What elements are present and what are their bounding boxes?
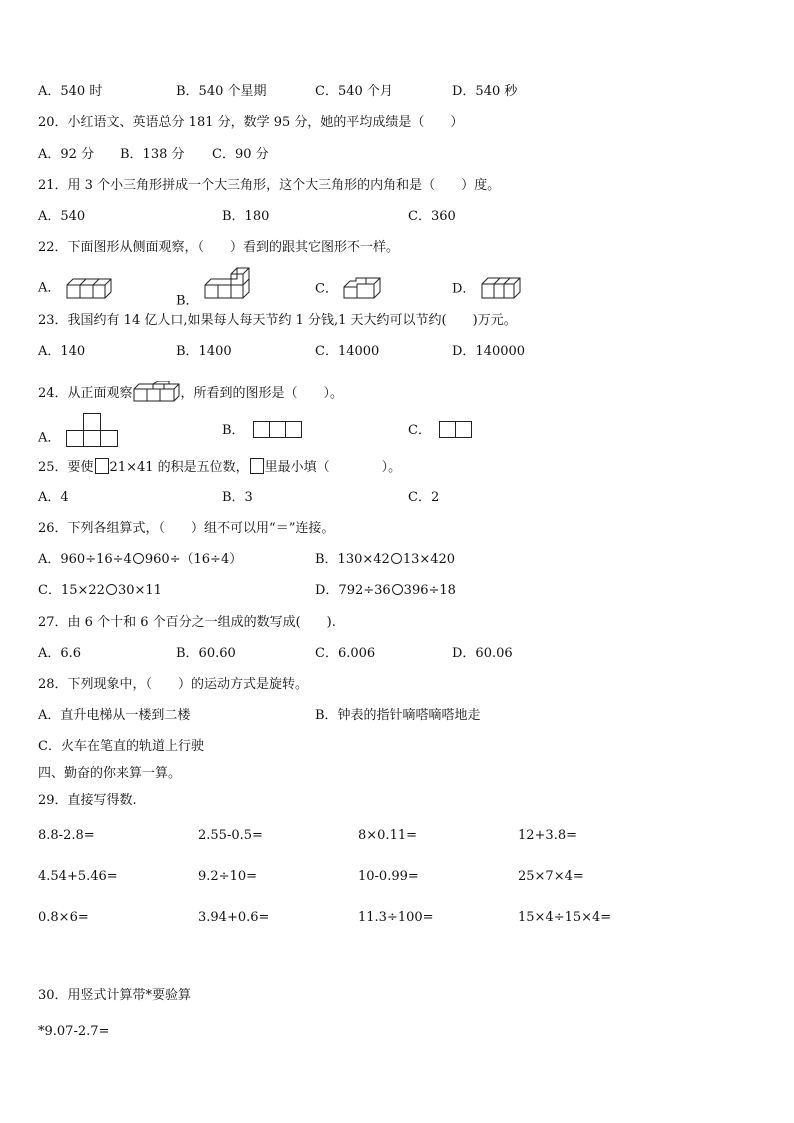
q28-option-b: B．钟表的指针嘀嗒嘀嗒地走 <box>315 708 481 723</box>
q24-option-c <box>408 421 472 439</box>
q23-option-a: A．140 <box>38 344 86 359</box>
q26-option-c-right: 30×11 <box>117 583 162 598</box>
q21-option-c: C．360 <box>408 209 456 224</box>
q29-item: 10-0.99= <box>358 869 419 884</box>
cube-figure-b <box>203 266 253 300</box>
q26-option-d-right: 396÷18 <box>403 583 456 598</box>
q24-stem-post: ，所看到的图形是（ ）。 <box>180 386 344 401</box>
front-view-figure-b <box>254 423 302 438</box>
blank-box <box>250 458 264 474</box>
q27-option-b: B．60.60 <box>176 646 236 661</box>
q19-option-b: B．540 个星期 <box>176 84 267 99</box>
q24-option-b <box>222 421 302 439</box>
q26-option-d-left: D．792÷36 <box>315 583 391 598</box>
square-cell <box>269 421 286 438</box>
q23-stem: 23．我国约有 14 亿人口,如果每人每天节约 1 分钱,1 天大约可以节约( )万元。 <box>38 313 517 328</box>
q29-item: 0.8×6= <box>38 910 89 925</box>
q25-option-c: C．2 <box>408 490 440 505</box>
q21-stem: 21．用 3 个小三角形拼成一个大三角形，这个大三角形的内角和是（ ）度。 <box>38 178 501 193</box>
q22-option-d <box>452 276 524 302</box>
q26-option-a <box>38 552 242 568</box>
q24-cube-figure <box>133 381 181 403</box>
q22-option-d-label: D． <box>452 281 476 297</box>
q29-item: 15×4÷15×4= <box>518 910 612 925</box>
q22-stem: 22．下面图形从侧面观察，（ ）看到的跟其它图形不一样。 <box>38 240 400 255</box>
q22-option-a-label: A． <box>38 280 61 296</box>
q24-option-c-label: C． <box>408 423 431 438</box>
front-view-figure-a <box>65 412 119 448</box>
q28-option-c: C．火车在笔直的轨道上行驶 <box>38 739 204 754</box>
q25-stem-pre: 25．要使 <box>38 460 94 475</box>
q23-option-c: C．14000 <box>315 344 380 359</box>
front-view-figure-c <box>440 423 472 438</box>
q25-stem-post: 里最小填（ ）。 <box>264 460 402 475</box>
q20-option-b: B．138 分 <box>120 147 185 162</box>
q26-option-b <box>315 552 455 568</box>
compare-circle <box>133 553 144 564</box>
q24-option-a-label: A． <box>38 430 61 446</box>
compare-circle <box>106 584 117 595</box>
cube-figure-a <box>65 276 115 300</box>
q24-option-a <box>38 412 119 448</box>
q29-item: 4.54+5.46= <box>38 869 118 884</box>
q26-option-c-left: C．15×22 <box>38 583 105 598</box>
cube-figure-d <box>480 276 524 302</box>
q25-option-a: A．4 <box>38 490 69 505</box>
q25-option-b: B．3 <box>222 490 253 505</box>
cube-figure-c <box>342 276 384 302</box>
square-cell <box>285 421 302 438</box>
q22-option-c <box>315 276 384 302</box>
q29-item: 25×7×4= <box>518 869 584 884</box>
q26-stem: 26．下列各组算式，（ ）组不可以用“＝”连接。 <box>38 521 335 536</box>
q26-option-a-right: 960÷（16÷4） <box>144 552 243 567</box>
q20-option-a: A．92 分 <box>38 147 95 162</box>
q22-option-c-label: C． <box>315 281 338 297</box>
q19-option-a: A．540 时 <box>38 84 103 99</box>
q23-option-d: D．140000 <box>452 344 526 359</box>
square-cell <box>455 421 472 438</box>
q26-option-b-right: 13×420 <box>402 552 456 567</box>
compare-circle <box>392 584 403 595</box>
q26-option-d <box>315 583 456 599</box>
compare-circle <box>391 553 402 564</box>
blank-box <box>95 458 109 474</box>
q24-option-b-label: B． <box>222 423 245 438</box>
q30-item: *9.07-2.7= <box>38 1024 110 1039</box>
q21-option-b: B．180 <box>222 209 270 224</box>
q29-item: 11.3÷100= <box>358 910 434 925</box>
q26-option-b-left: B．130×42 <box>315 552 390 567</box>
q29-item: 8.8-2.8= <box>38 828 95 843</box>
q27-option-d: D．60.06 <box>452 646 513 661</box>
q30-stem: 30．用竖式计算带*要验算 <box>38 988 192 1003</box>
q29-item: 3.94+0.6= <box>198 910 270 925</box>
q29-item: 12+3.8= <box>518 828 578 843</box>
q23-option-b: B．1400 <box>176 344 232 359</box>
q20-stem: 20．小红语文、英语总分 181 分，数学 95 分，她的平均成绩是（ ） <box>38 115 464 130</box>
q19-option-d: D．540 秒 <box>452 84 518 99</box>
q27-option-c: C．6.006 <box>315 646 376 661</box>
q29-stem: 29．直接写得数. <box>38 793 137 808</box>
square-cell <box>253 421 270 438</box>
q26-option-c <box>38 583 162 599</box>
q19-option-c: C．540 个月 <box>315 84 393 99</box>
q26-option-a-left: A．960÷16÷4 <box>38 552 132 567</box>
q28-stem: 28．下列现象中，（ ）的运动方式是旋转。 <box>38 677 309 692</box>
q27-option-a: A．6.6 <box>38 646 82 661</box>
q20-option-c: C．90 分 <box>212 147 269 162</box>
q25-stem <box>38 458 401 476</box>
q24-stem-pre: 24．从正面观察 <box>38 386 133 401</box>
square-cell <box>439 421 456 438</box>
q29-item: 9.2÷10= <box>198 869 258 884</box>
q29-item: 8×0.11= <box>358 828 418 843</box>
q27-stem: 27．由 6 个十和 6 个百分之一组成的数写成( ). <box>38 615 336 630</box>
q29-item: 2.55-0.5= <box>198 828 263 843</box>
q25-stem-mid: 21×41 的积是五位数， <box>109 460 249 475</box>
q22-option-a <box>38 276 115 300</box>
q24-stem <box>38 381 343 403</box>
q28-option-a: A．直升电梯从一楼到二楼 <box>38 708 191 723</box>
q21-option-a: A．540 <box>38 209 86 224</box>
q22-option-b <box>176 266 253 310</box>
section-heading: 四、勤奋的你来算一算。 <box>38 766 182 781</box>
q22-option-b-label: B． <box>176 293 199 309</box>
